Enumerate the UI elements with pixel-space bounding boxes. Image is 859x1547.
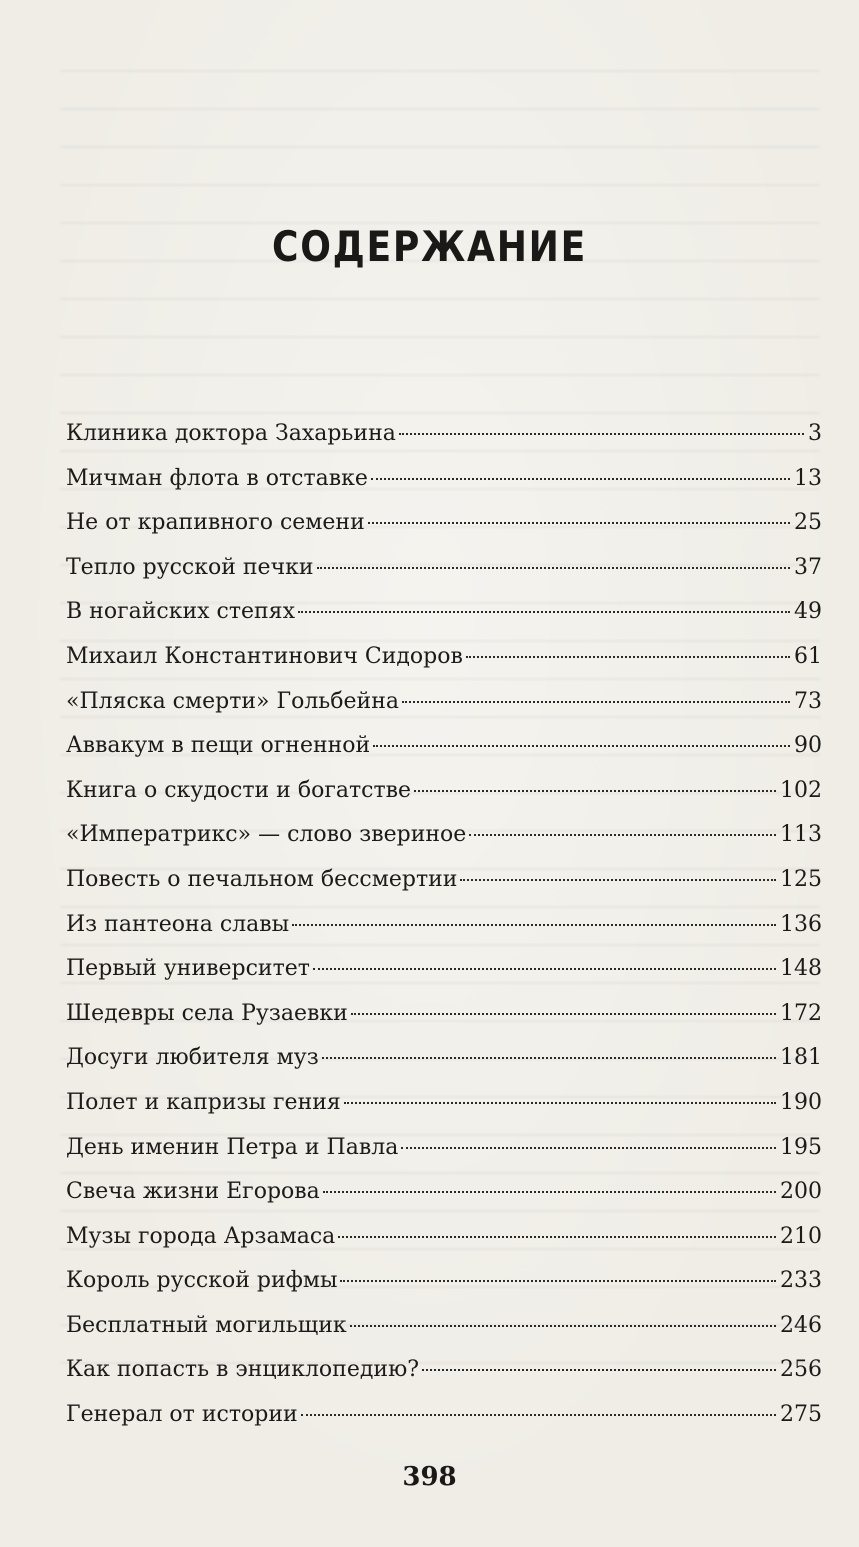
dot-leader — [414, 790, 776, 792]
toc-entry-title: Генерал от истории — [66, 1402, 298, 1428]
toc-entry — [66, 501, 822, 546]
toc-entry — [66, 1348, 822, 1393]
toc-entry-page: 210 — [780, 1223, 822, 1249]
dot-leader — [338, 1236, 776, 1238]
toc-entry-title: В ногайских степях — [66, 599, 295, 625]
toc-entry-page: 256 — [780, 1357, 822, 1383]
toc-entry — [66, 1259, 822, 1304]
toc-entry-title: Повесть о печальном бессмертии — [66, 866, 458, 892]
dot-leader — [322, 1057, 776, 1059]
table-of-contents — [66, 412, 822, 1438]
toc-entry-page: 246 — [780, 1312, 822, 1338]
toc-entry-title: Аввакум в пещи огненной — [66, 733, 371, 759]
toc-entry — [66, 546, 822, 591]
toc-entry-title: Музы города Арзамаса — [66, 1223, 336, 1249]
toc-entry — [66, 635, 822, 680]
dot-leader — [298, 611, 790, 613]
dot-leader — [466, 656, 790, 658]
dot-leader — [469, 834, 776, 836]
toc-entry-title: День именин Петра и Павла — [66, 1134, 399, 1160]
toc-entry-title: Король русской рифмы — [66, 1268, 338, 1294]
dot-leader — [399, 433, 804, 435]
toc-entry-title: Бесплатный могильщик — [66, 1312, 347, 1338]
toc-entry-page: 37 — [794, 554, 822, 580]
toc-entry-title: «Пляска смерти» Гольбейна — [66, 688, 399, 714]
toc-entry-title: Тепло русской печки — [66, 554, 314, 580]
toc-entry-page: 25 — [794, 510, 822, 536]
toc-entry — [66, 858, 822, 903]
toc-entry-title: Не от крапивного семени — [66, 510, 365, 536]
toc-entry — [66, 1170, 822, 1215]
page-number: 398 — [402, 1462, 457, 1492]
toc-entry — [66, 1215, 822, 1260]
toc-entry — [66, 680, 822, 725]
toc-entry-title: Шедевры села Рузаевки — [66, 1000, 348, 1026]
toc-entry-title: Книга о скудости и богатстве — [66, 777, 412, 803]
toc-entry-page: 172 — [780, 1000, 822, 1026]
dot-leader — [317, 567, 790, 569]
toc-entry-page: 73 — [794, 688, 822, 714]
toc-entry-page: 90 — [794, 733, 822, 759]
dot-leader — [313, 968, 776, 970]
toc-entry-title: Полет и капризы гения — [66, 1089, 341, 1115]
dot-leader — [368, 522, 790, 524]
toc-entry-page: 233 — [780, 1268, 822, 1294]
toc-entry-page: 61 — [794, 643, 822, 669]
toc-entry-page: 13 — [794, 465, 822, 491]
toc-entry-page: 102 — [780, 777, 822, 803]
toc-entry-title: «Императрикс» — слово звериное — [66, 822, 467, 848]
toc-entry — [66, 1036, 822, 1081]
dot-leader — [351, 1013, 776, 1015]
dot-leader — [371, 478, 790, 480]
toc-entry — [66, 1081, 822, 1126]
toc-entry — [66, 590, 822, 635]
toc-entry-title: Свеча жизни Егорова — [66, 1179, 320, 1205]
dot-leader — [373, 745, 790, 747]
toc-entry-title: Клиника доктора Захарьина — [66, 421, 396, 446]
toc-entry — [66, 813, 822, 858]
toc-entry — [66, 903, 822, 948]
toc-entry — [66, 1126, 822, 1171]
toc-entry-title: Мичман флота в отставке — [66, 465, 368, 491]
toc-entry-page: 113 — [780, 822, 822, 848]
dot-leader — [340, 1280, 776, 1282]
dot-leader — [460, 879, 776, 881]
toc-entry-title: Первый университет — [66, 956, 310, 982]
toc-entry-title: Михаил Константинович Сидоров — [66, 643, 463, 669]
toc-entry — [66, 1304, 822, 1349]
toc-entry-page: 148 — [780, 956, 822, 982]
toc-entry-title: Досуги любителя муз — [66, 1045, 319, 1071]
dot-leader — [301, 1414, 776, 1416]
toc-entry-page: 190 — [780, 1089, 822, 1115]
page-title: СОДЕРЖАНИЕ — [271, 222, 588, 271]
toc-entry-page: 195 — [780, 1134, 822, 1160]
toc-entry-page: 49 — [794, 599, 822, 625]
dot-leader — [344, 1102, 776, 1104]
dot-leader — [292, 924, 776, 926]
toc-entry — [66, 457, 822, 502]
dot-leader — [402, 701, 790, 703]
toc-entry-page: 3 — [808, 421, 822, 446]
toc-entry — [66, 1393, 822, 1438]
toc-entry — [66, 724, 822, 769]
toc-entry — [66, 412, 822, 457]
toc-entry-title: Как попасть в энциклопедию? — [66, 1357, 420, 1383]
toc-entry-page: 275 — [780, 1402, 822, 1428]
toc-entry-page: 200 — [780, 1179, 822, 1205]
dot-leader — [422, 1369, 776, 1371]
toc-entry-page: 125 — [780, 866, 822, 892]
toc-entry — [66, 992, 822, 1037]
toc-entry — [66, 947, 822, 992]
dot-leader — [401, 1147, 776, 1149]
dot-leader — [323, 1191, 776, 1193]
toc-entry-page: 181 — [780, 1045, 822, 1071]
toc-entry-title: Из пантеона славы — [66, 911, 290, 937]
toc-entry — [66, 769, 822, 814]
dot-leader — [350, 1325, 776, 1327]
toc-entry-page: 136 — [780, 911, 822, 937]
